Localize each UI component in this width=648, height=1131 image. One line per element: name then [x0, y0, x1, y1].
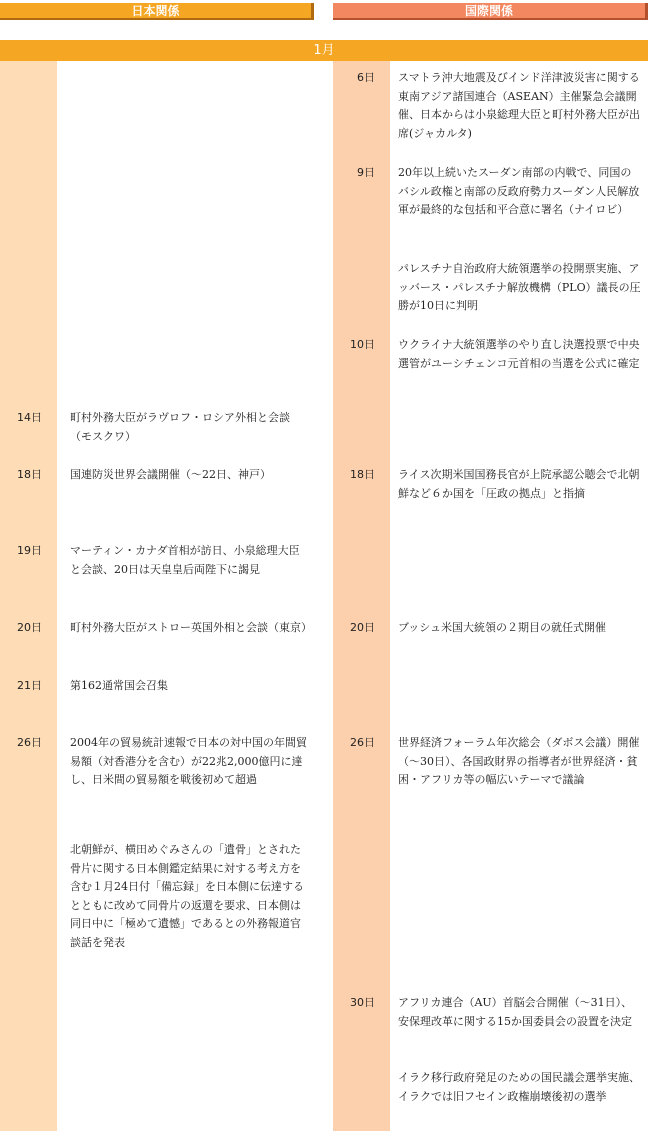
event-date: 20日 [17, 621, 42, 634]
event-text: 北朝鮮が、横田めぐみさんの「遺骨」とされた骨片に関する日本側鑑定結果に対する考え方を含む１月24日付「備忘録」を日本側に伝達するとともに改めて同骨片の返還を要求、日本側は同日中に「極めて遺憾」であるとの外務報道官談話を発表 [70, 843, 304, 949]
event-text: 町村外務大臣がストロー英国外相と会談（東京） [70, 621, 312, 634]
event-text: 世界経済フォーラム年次総会（ダボス会議）開催（～30日）、各国政財界の指導者が世界経済・貧困・アフリカ等の幅広いテーマで議論 [398, 736, 640, 786]
international-relations-header: 国際関係 [333, 3, 648, 20]
event-date: 14日 [17, 411, 42, 424]
event-text: 20年以上続いたスーダン南部の内戦で、同国のバシル政権と南部の反政府勢力スーダン人民解放軍が最終的な包括和平合意に署名（ナイロビ） [398, 166, 640, 216]
event-date: 21日 [17, 679, 42, 692]
event-date: 30日 [350, 996, 375, 1009]
event-text: ブッシュ米国大統領の２期目の就任式開催 [398, 621, 607, 634]
event-text: ライス次期米国国務長官が上院承認公聴会で北朝鮮など６か国を「圧政の拠点」と指摘 [398, 468, 640, 500]
event-text: アフリカ連合（AU）首脳会合開催（～31日）、安保理改革に関する15か国委員会の設置を決定 [398, 996, 633, 1028]
event-text: 国連防災世界会議開催（～22日、神戸） [70, 468, 271, 481]
event-date: 26日 [17, 736, 42, 749]
japan-date-column [0, 61, 57, 1131]
month-banner: 1月 [0, 40, 648, 61]
event-date: 19日 [17, 544, 42, 557]
event-text: 第162通常国会召集 [70, 679, 168, 692]
event-text: イラク移行政府発足のための国民議会選挙実施、イラクでは旧フセイン政権崩壊後初の選挙 [398, 1071, 640, 1103]
event-text: 2004年の貿易統計速報で日本の対中国の年間貿易額（対香港分を含む）が22兆2,000億円に達し、日米間の貿易額を戦後初めて超過 [70, 736, 307, 786]
event-text: 町村外務大臣がラヴロフ・ロシア外相と会談（モスクワ） [70, 411, 290, 443]
event-date: 18日 [17, 468, 42, 481]
event-text: ウクライナ大統領選挙のやり直し決選投票で中央選管がユーシチェンコ元首相の当選を公式に確定 [398, 338, 640, 370]
event-date: 18日 [350, 468, 375, 481]
international-date-column [333, 61, 390, 1131]
event-text: マーティン・カナダ首相が訪日、小泉総理大臣と会談、20日は天皇皇后両陛下に謁見 [70, 544, 300, 576]
event-date: 6日 [357, 71, 375, 84]
event-date: 10日 [350, 338, 375, 351]
event-date: 9日 [357, 166, 375, 179]
event-text: パレスチナ自治政府大統領選挙の投開票実施、アッバース・パレスチナ解放機構（PLO）議長の圧勝が10日に判明 [398, 262, 641, 312]
event-text: スマトラ沖大地震及びインド洋津波災害に関する東南アジア諸国連合（ASEAN）主催緊急会議開催、日本からは小泉総理大臣と町村外務大臣が出席(ジャカルタ) [398, 71, 640, 140]
event-date: 20日 [350, 621, 375, 634]
japan-relations-header: 日本関係 [0, 3, 314, 20]
event-date: 26日 [350, 736, 375, 749]
